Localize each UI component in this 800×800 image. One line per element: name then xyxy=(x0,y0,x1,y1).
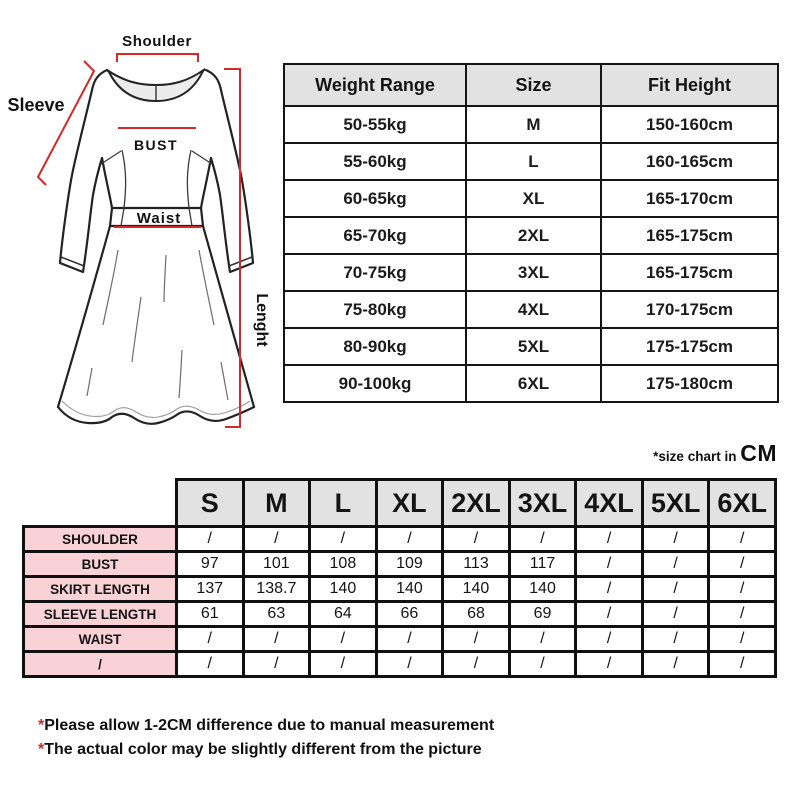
size-column-header: 6XL xyxy=(709,480,776,527)
row-label: / xyxy=(24,652,177,677)
size-cell: 6XL xyxy=(466,365,601,402)
asterisk: * xyxy=(38,740,45,758)
measurement-cell: / xyxy=(642,602,709,627)
measurement-cell: / xyxy=(243,527,310,552)
measurement-cell: / xyxy=(376,527,443,552)
dress-measurement-diagram xyxy=(0,0,300,445)
measurement-row xyxy=(24,577,776,602)
row-label: SKIRT LENGTH xyxy=(24,577,177,602)
measurement-row xyxy=(24,652,776,677)
weight-cell: 75-80kg xyxy=(284,291,466,328)
measurement-cell: 63 xyxy=(243,602,310,627)
measurement-cell: 64 xyxy=(310,602,377,627)
height-cell: 165-175cm xyxy=(601,254,778,291)
corner-cell xyxy=(24,480,177,527)
size-column-header: M xyxy=(243,480,310,527)
measurement-cell: 140 xyxy=(509,577,576,602)
bust-label: BUST xyxy=(133,137,179,153)
measurement-cell: / xyxy=(709,527,776,552)
row-label: SLEEVE LENGTH xyxy=(24,602,177,627)
size-column-header: 4XL xyxy=(576,480,643,527)
fit-height-header: Fit Height xyxy=(601,64,778,106)
table-row xyxy=(284,106,778,143)
row-label: SHOULDER xyxy=(24,527,177,552)
size-column-header: XL xyxy=(376,480,443,527)
measurement-cell: / xyxy=(443,652,510,677)
table-row xyxy=(284,143,778,180)
weight-cell: 80-90kg xyxy=(284,328,466,365)
size-cell: M xyxy=(466,106,601,143)
measurement-cell: / xyxy=(642,577,709,602)
disclaimer-notes xyxy=(38,714,494,761)
shoulder-measure-line xyxy=(117,54,198,62)
height-cell: 165-170cm xyxy=(601,180,778,217)
measurement-row xyxy=(24,527,776,552)
weight-fit-table xyxy=(283,63,779,403)
measurement-cell: 97 xyxy=(177,552,244,577)
measurement-cell: 69 xyxy=(509,602,576,627)
height-cell: 170-175cm xyxy=(601,291,778,328)
weight-cell: 90-100kg xyxy=(284,365,466,402)
measurement-cell: 68 xyxy=(443,602,510,627)
measurement-cell: / xyxy=(177,652,244,677)
measurement-cell: / xyxy=(509,652,576,677)
unit-note-text: *size chart in xyxy=(653,449,737,464)
measurement-cell: / xyxy=(310,627,377,652)
size-table-header-row xyxy=(24,480,776,527)
disclaimer-line xyxy=(38,738,494,762)
measurement-cell: / xyxy=(576,602,643,627)
measurement-cell: / xyxy=(243,652,310,677)
height-cell: 150-160cm xyxy=(601,106,778,143)
table-row xyxy=(284,328,778,365)
measurement-cell: 61 xyxy=(177,602,244,627)
size-column-header: 3XL xyxy=(509,480,576,527)
measurement-cell: / xyxy=(177,627,244,652)
size-cell: 5XL xyxy=(466,328,601,365)
measurement-cell: / xyxy=(177,527,244,552)
measurement-cell: / xyxy=(709,577,776,602)
table-row xyxy=(284,180,778,217)
weight-cell: 60-65kg xyxy=(284,180,466,217)
weight-cell: 50-55kg xyxy=(284,106,466,143)
height-cell: 175-180cm xyxy=(601,365,778,402)
measurement-cell: 137 xyxy=(177,577,244,602)
measurement-row xyxy=(24,552,776,577)
table-row xyxy=(284,254,778,291)
table-row xyxy=(284,217,778,254)
disclaimer-line xyxy=(38,714,494,738)
unit-cm: CM xyxy=(740,440,777,466)
size-cell: L xyxy=(466,143,601,180)
height-cell: 175-175cm xyxy=(601,328,778,365)
measurement-cell: 140 xyxy=(310,577,377,602)
size-cell: XL xyxy=(466,180,601,217)
measurement-cell: / xyxy=(642,552,709,577)
measurement-cell: / xyxy=(509,527,576,552)
size-column-header: S xyxy=(177,480,244,527)
measurement-cell: / xyxy=(642,527,709,552)
size-column-header: 5XL xyxy=(642,480,709,527)
weight-cell: 55-60kg xyxy=(284,143,466,180)
measurement-cell: / xyxy=(642,652,709,677)
dress-cuff-lines xyxy=(61,257,252,266)
table-row xyxy=(284,365,778,402)
size-cell: 3XL xyxy=(466,254,601,291)
measurement-cell: / xyxy=(576,552,643,577)
asterisk: * xyxy=(38,717,45,734)
shoulder-label: Shoulder xyxy=(122,33,192,50)
weight-table-header-row xyxy=(284,64,778,106)
measurement-cell: 140 xyxy=(443,577,510,602)
height-cell: 160-165cm xyxy=(601,143,778,180)
measurement-cell: 66 xyxy=(376,602,443,627)
measurement-cell: 140 xyxy=(376,577,443,602)
dress-outline xyxy=(58,70,254,424)
row-label: WAIST xyxy=(24,627,177,652)
measurement-cell: / xyxy=(443,527,510,552)
measurement-cell: / xyxy=(576,627,643,652)
measurement-cell: 117 xyxy=(509,552,576,577)
measurement-cell: 109 xyxy=(376,552,443,577)
measurement-cell: / xyxy=(310,527,377,552)
table-row xyxy=(284,291,778,328)
size-chart-unit-note xyxy=(653,440,777,467)
measurement-cell: / xyxy=(509,627,576,652)
disclaimer-text: Please allow 1-2CM difference due to manual measurement xyxy=(44,717,495,734)
size-cell: 4XL xyxy=(466,291,601,328)
measurement-cell: / xyxy=(443,627,510,652)
length-label: Lenght xyxy=(253,293,270,347)
size-header: Size xyxy=(466,64,601,106)
measurement-cell: / xyxy=(709,627,776,652)
measurement-cell: / xyxy=(376,652,443,677)
weight-cell: 70-75kg xyxy=(284,254,466,291)
measurement-cell: / xyxy=(709,652,776,677)
dress-skirt-folds xyxy=(62,250,250,417)
measurements-table xyxy=(22,478,777,678)
measurement-cell: / xyxy=(576,527,643,552)
measurement-cell: / xyxy=(642,627,709,652)
measurement-cell: / xyxy=(576,577,643,602)
measurement-row xyxy=(24,602,776,627)
sleeve-label: Sleeve xyxy=(7,95,65,115)
measurement-cell: 113 xyxy=(443,552,510,577)
measurement-cell: 108 xyxy=(310,552,377,577)
measurement-cell: / xyxy=(576,652,643,677)
measurement-cell: / xyxy=(243,627,310,652)
measurement-cell: 138.7 xyxy=(243,577,310,602)
measurement-cell: / xyxy=(310,652,377,677)
weight-cell: 65-70kg xyxy=(284,217,466,254)
row-label: BUST xyxy=(24,552,177,577)
measurement-cell: 101 xyxy=(243,552,310,577)
measurement-row xyxy=(24,627,776,652)
measurement-cell: / xyxy=(376,627,443,652)
size-cell: 2XL xyxy=(466,217,601,254)
weight-range-header: Weight Range xyxy=(284,64,466,106)
size-column-header: 2XL xyxy=(443,480,510,527)
measurement-cell: / xyxy=(709,602,776,627)
measurement-cell: / xyxy=(709,552,776,577)
waist-label: Waist xyxy=(136,210,182,227)
sleeve-measure-line xyxy=(38,61,94,185)
size-column-header: L xyxy=(310,480,377,527)
disclaimer-text: The actual color may be slightly different from the picture xyxy=(44,740,482,758)
height-cell: 165-175cm xyxy=(601,217,778,254)
